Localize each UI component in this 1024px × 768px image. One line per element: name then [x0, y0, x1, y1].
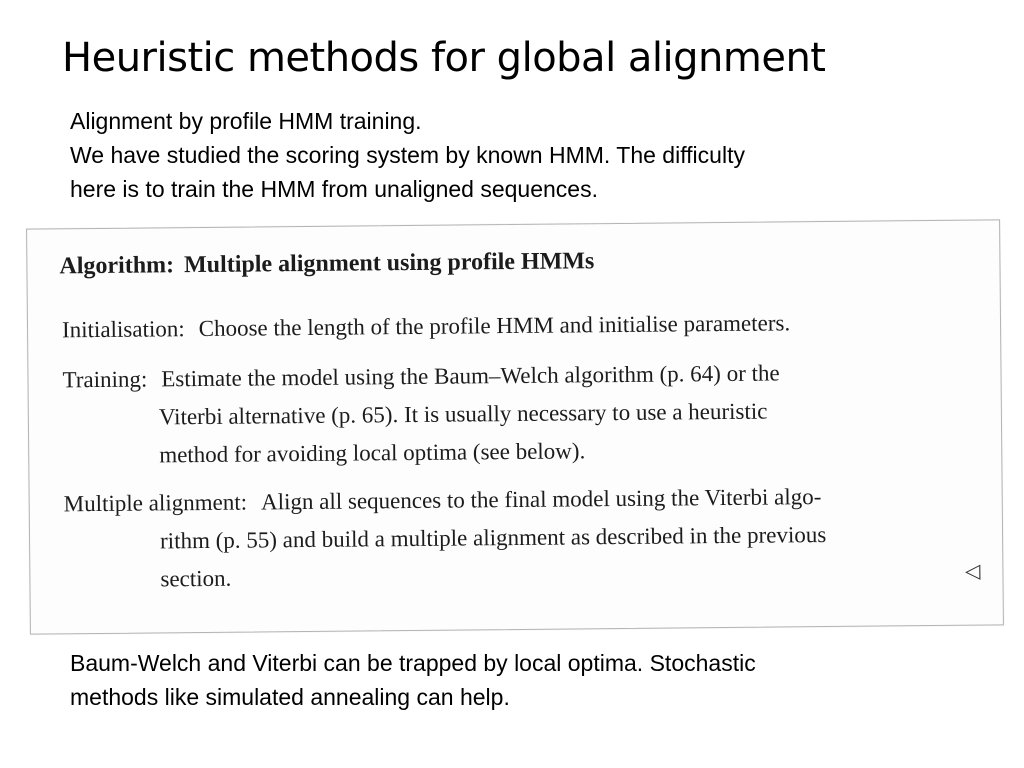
algorithm-heading-label: Algorithm: [59, 252, 175, 280]
step-label: Multiple alignment: [63, 489, 248, 517]
outro-line: methods like simulated annealing can help. [70, 684, 510, 710]
intro-text [70, 104, 970, 206]
step-line: section. [160, 565, 232, 592]
step-line: Estimate the model using the Baum–Welch algorithm (p. 64) or the [161, 360, 780, 392]
step-line: method for avoiding local optima (see below). [159, 438, 586, 468]
step-line: rithm (p. 55) and build a multiple alignment as described in the previous [159, 522, 827, 554]
step-line: Align all sequences to the final model using the Viterbi algo- [260, 484, 822, 515]
intro-line: Alignment by profile HMM training. [70, 108, 422, 134]
step-label: Training: [62, 366, 148, 393]
step-label: Initialisation: [61, 316, 185, 343]
slide-title: Heuristic methods for global alignment [62, 35, 826, 81]
algorithm-heading [59, 248, 594, 280]
algorithm-scan-image [26, 219, 1004, 634]
step-line: Viterbi alternative (p. 65). It is usually necessary to use a heuristic [158, 398, 768, 430]
step-line: Choose the length of the profile HMM and initialise parameters. [198, 310, 791, 342]
intro-line: We have studied the scoring system by known HMM. The difficulty [70, 142, 745, 168]
algorithm-step-training [62, 354, 780, 475]
algorithm-heading-title: Multiple alignment using profile HMMs [183, 248, 595, 279]
end-of-algorithm-triangle-icon: ◁ [964, 558, 981, 583]
algorithm-step-multiple-alignment [64, 478, 827, 599]
intro-line: here is to train the HMM from unaligned sequences. [70, 176, 598, 202]
outro-text [70, 646, 970, 714]
outro-line: Baum-Welch and Viterbi can be trapped by local optima. Stochastic [70, 650, 756, 676]
algorithm-step-initialisation [62, 304, 790, 349]
